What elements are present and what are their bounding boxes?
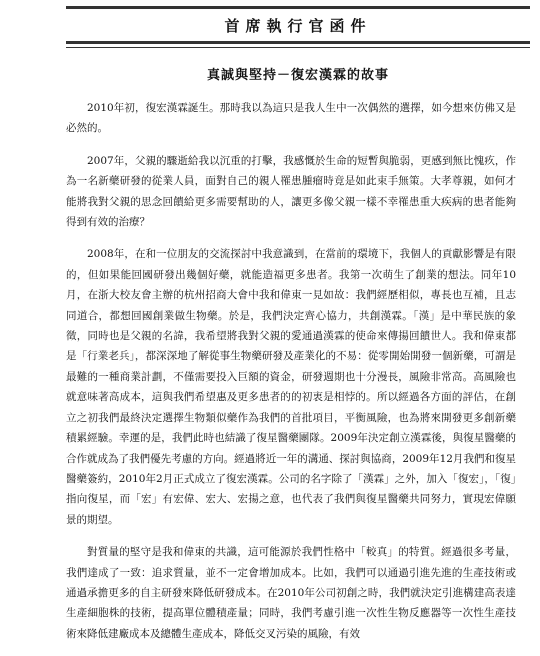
document-title: 真誠與堅持－復宏漢霖的故事 [206,68,389,83]
paragraph-1: 2010年初，復宏漢霖誕生。那時我以為這只是我人生中一次偶然的選擇，如今想來仿佛又是必然的。 [66,102,516,135]
header-title: 首席執行官函件 [224,16,372,35]
paragraph-4: 對質量的堅守是我和偉東的共識，這可能源於我們性格中「較真」的特質。經過很多考量，我們達成了一致：追求質量，並不一定會增加成本。比如，我們可以通過引進先進的生產技術或通過承擔更多的自主研發來降低研發成本。在2010年公司初創之時，我們就決定引進構建高表達生產細胞株的技術，提高單位體積產量；同時，我們考慮引進一次性生物反應器等一次性生產技術來降低建廠成本及總體生產成本，降低交叉污染的風險，有效 [66,546,516,640]
document-body [66,98,516,656]
paragraph-3: 2008年，在和一位朋友的交流探討中我意識到，在當前的環境下，我個人的貢獻影響是有限的，但如果能回國研發出幾個好藥，就能造福更多患者。我第一次萌生了創業的想法。同年10月，在浙大校友會主辦的杭州招商大會中我和偉東一見如故：我們經歷相似，專長也互補，且志同道合，都想回國創業做生物藥。於是，我們決定齊心協力，共創漢霖。「漢」是中華民族的象徵，同時也是父親的名諱，我希望將我對父親的愛通過漢霖的使命來傳揚回饋世人。我和偉東都是「行業老兵」，都深深地了解從事生物藥研發及產業化的不易：從零開始開發一個新藥，可謂是最難的一種商業計劃，不僅需要投入巨額的資金，研發週期也十分漫長，風險非常高。高風險也就意味著高成本，這與我們希望惠及更多患者的的初衷是相悖的。所以經過各方面的評估，在創立之初我們最終決定選擇生物類似藥作為我們的首批項目，平衡風險，也為將來開發更多創新藥積累經驗。幸運的是，我們此時也結識了復星醫藥團隊。2009年決定創立漢霖後，與復星醫藥的合作就成為了我們優先考慮的方向。經過將近一年的溝通、探討與協商，2009年12月我們和復星醫藥簽約，2010年2月正式成立了復宏漢霖。公司的名字除了「漢霖」之外，加入「復宏」，「復」指向復星，而「宏」有宏偉、宏大、宏揚之意，也代表了我們與復星醫藥共同努力，實現宏偉願景的期望。 [66,248,516,526]
letter-header [66,6,530,44]
paragraph-2: 2007年，父親的驟逝給我以沉重的打擊，我感慨於生命的短暫與脆弱，更感到無比愧疚，作為一名新藥研發的從業人員，面對自己的親人罹患腫瘤時竟是如此束手無策。大孝尊親，如何才能將我對父親的思念回饋給更多需要幫助的人，讓更多像父親一樣不幸罹患重大疾病的患者能夠得到有效的治療？ [66,154,516,229]
